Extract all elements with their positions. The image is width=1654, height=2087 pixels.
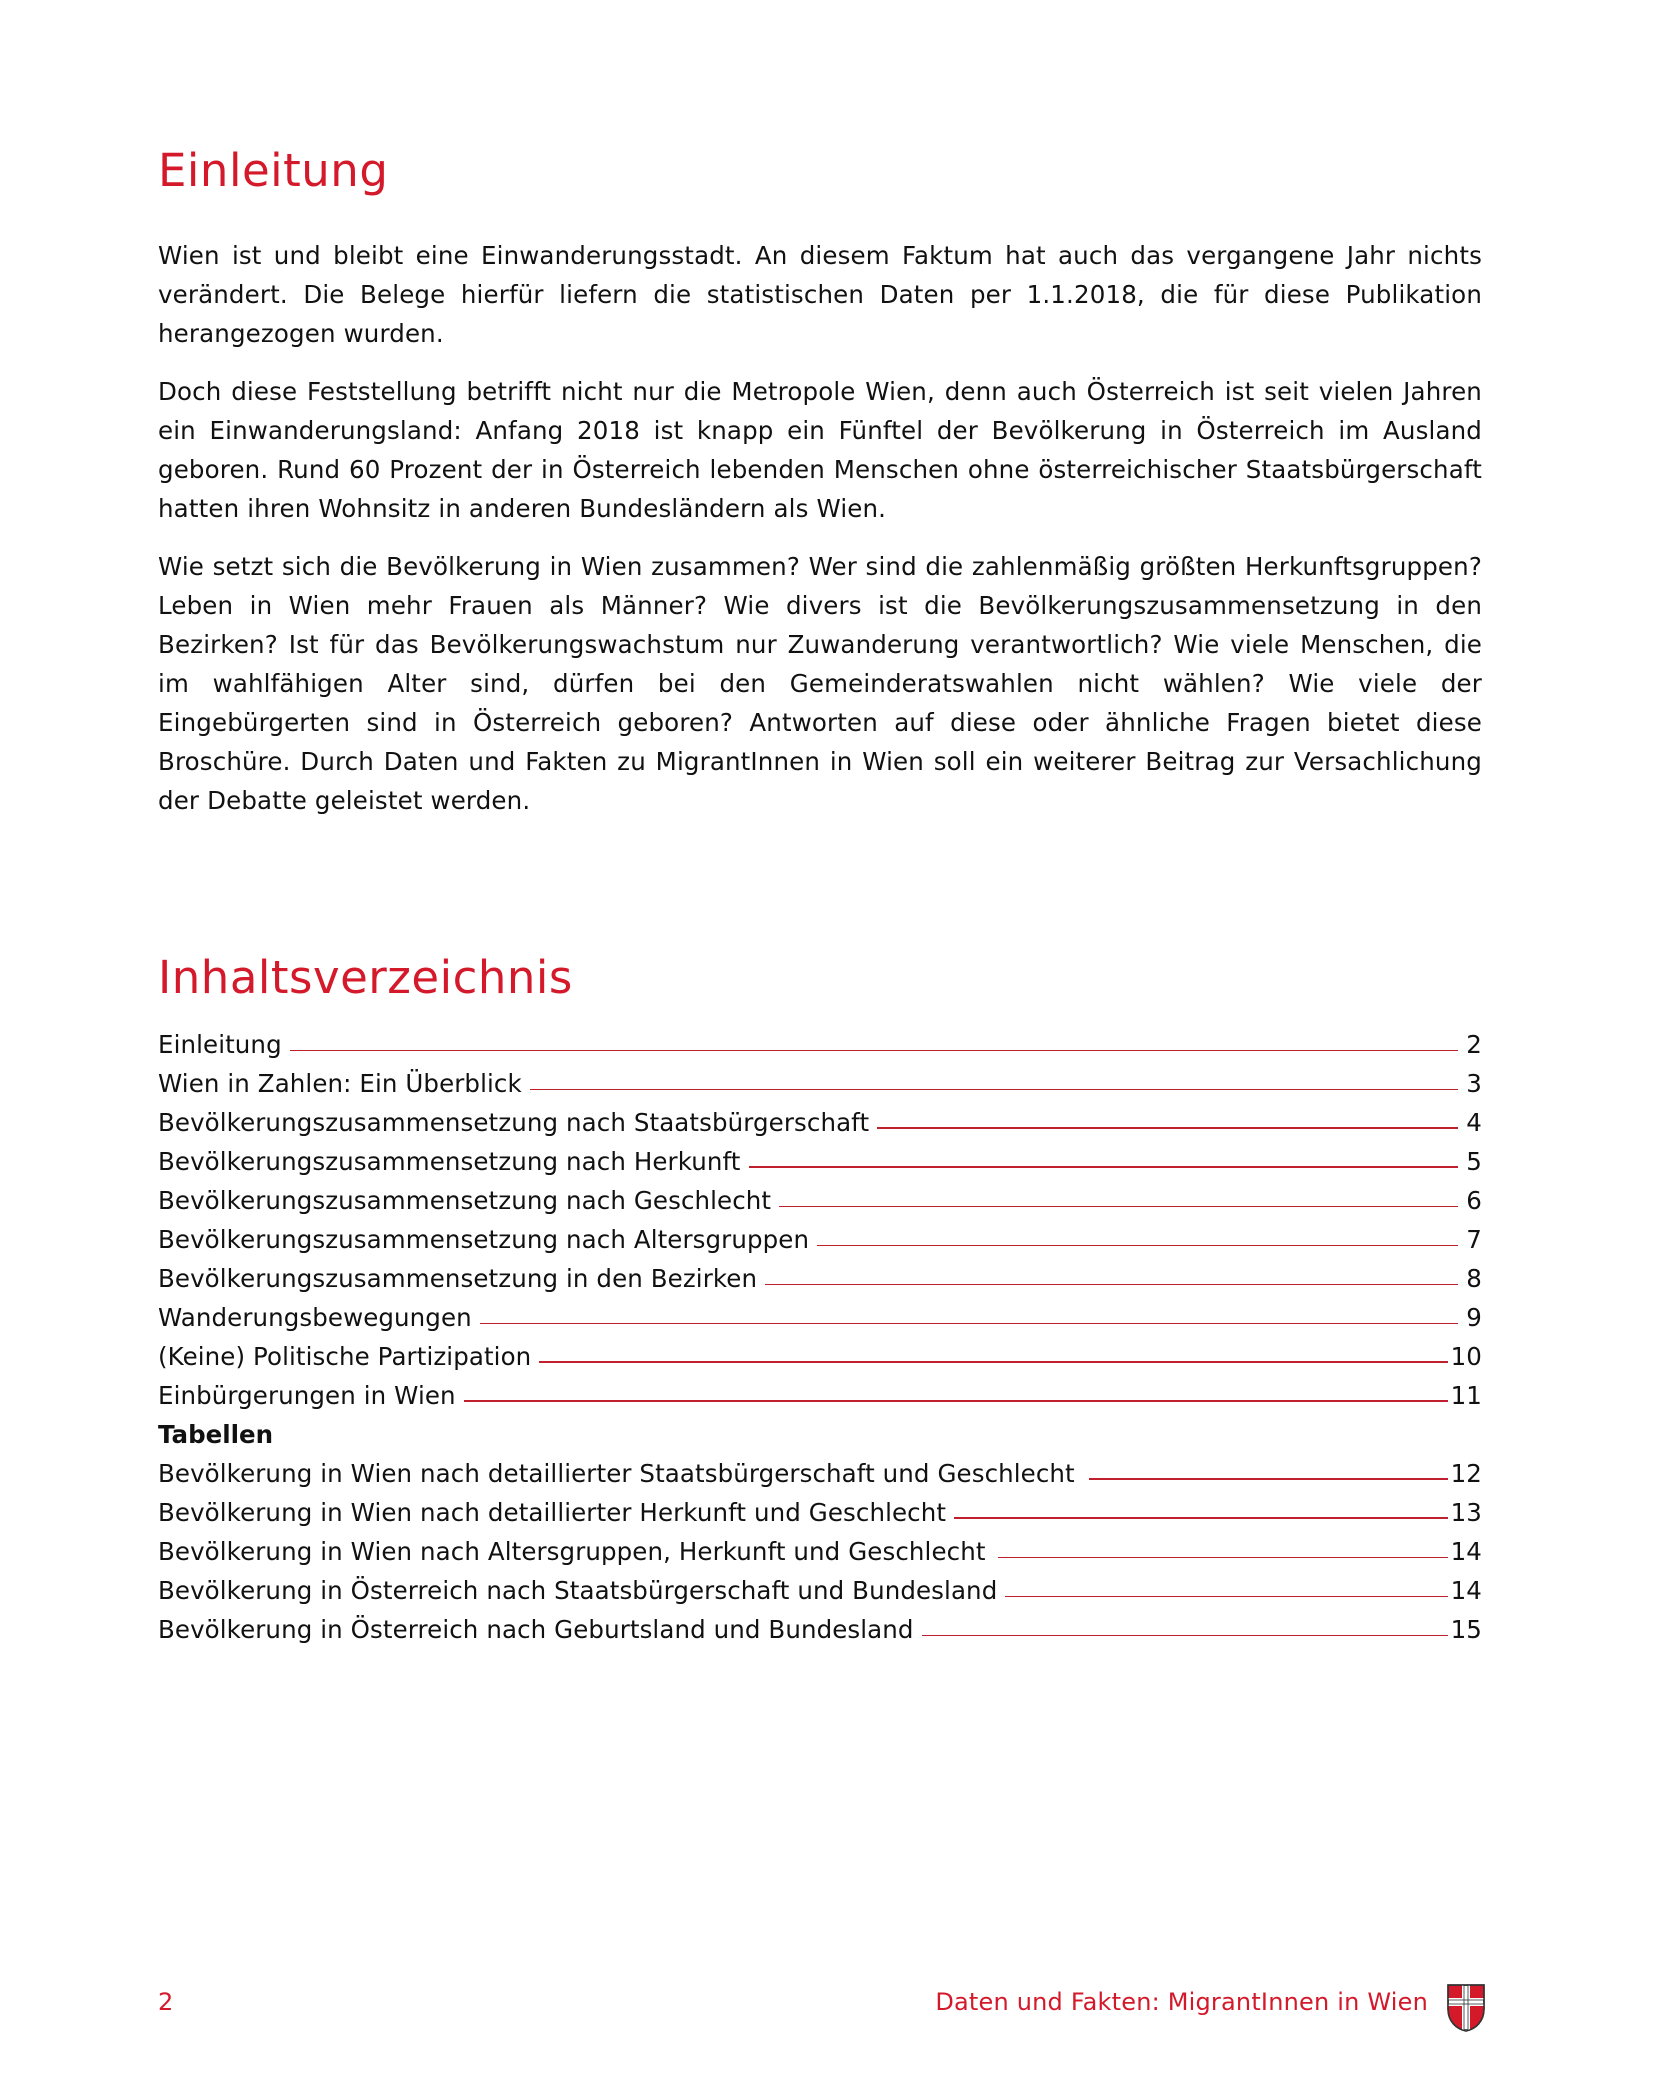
intro-paragraph: Wien ist und bleibt eine Einwanderungsstadt. An diesem Faktum hat auch das vergangene Jahr nichts verändert. Die Belege hierfür liefern die statistischen Daten per 1.1.2018, die für diese Publikation herangezogen wurden. — [158, 241, 1482, 348]
toc-entry-page: 7 — [1466, 1225, 1482, 1254]
footer-publication-title: Daten und Fakten: MigrantInnen in Wien — [935, 1988, 1428, 2016]
toc-entry-page: 12 — [1450, 1459, 1482, 1488]
intro-paragraph: Wie setzt sich die Bevölkerung in Wien zusammen? Wer sind die zahlenmäßig größten Herkunftsgruppen? Leben in Wien mehr Frauen als Männer? Wie divers ist die Bevölkerungszusammensetzung in den Bezirken? Ist für das Bevölkerungswachstum nur Zuwanderung verantwortlich? Wie viele Menschen, die im wahlfähigen Alter sind, dürfen bei den Gemeinderatswahlen nicht wählen? Wie viele der Eingebürgerten sind in Österreich geboren? Antworten auf diese oder ähnliche Fragen bietet diese Broschüre. Durch Daten und Fakten zu MigrantInnen in Wien soll ein weiterer Beitrag zur Versachlichung der Debatte geleistet werden. — [158, 552, 1482, 815]
toc-entry[interactable] — [158, 1220, 1482, 1259]
toc-entry-page: 6 — [1466, 1186, 1482, 1215]
toc-leader-line — [998, 1557, 1448, 1558]
intro-body — [158, 236, 1482, 839]
toc-leader-line — [922, 1635, 1448, 1636]
toc-entry-title: Einbürgerungen in Wien — [158, 1381, 456, 1410]
toc-entry-title: Bevölkerung in Wien nach Altersgruppen, Herkunft und Geschlecht — [158, 1537, 986, 1566]
toc-tables-heading: Tabellen — [158, 1420, 274, 1449]
toc-entry[interactable] — [158, 1298, 1482, 1337]
toc-entry-page: 2 — [1466, 1030, 1482, 1059]
toc-entry-title: (Keine) Politische Partizipation — [158, 1342, 532, 1371]
toc-entry[interactable] — [158, 1103, 1482, 1142]
toc-entry[interactable] — [158, 1259, 1482, 1298]
footer-page-number: 2 — [158, 1988, 174, 2016]
toc-entry-page: 14 — [1450, 1576, 1482, 1605]
intro-heading: Einleitung — [158, 144, 389, 197]
toc-leader-line — [480, 1323, 1458, 1324]
toc-leader-line — [530, 1089, 1458, 1090]
toc-table-entry[interactable] — [158, 1610, 1482, 1649]
toc-table-entry[interactable] — [158, 1493, 1482, 1532]
toc-entry-page: 3 — [1466, 1069, 1482, 1098]
toc-entry-title: Bevölkerungszusammensetzung nach Geschlecht — [158, 1186, 772, 1215]
toc-leader-line — [779, 1206, 1458, 1207]
toc-entry-page: 4 — [1466, 1108, 1482, 1137]
toc-entry[interactable] — [158, 1376, 1482, 1415]
toc-table-entry[interactable] — [158, 1454, 1482, 1493]
toc-entry-page: 9 — [1466, 1303, 1482, 1332]
toc-table-entry[interactable] — [158, 1571, 1482, 1610]
toc-entry-page: 14 — [1450, 1537, 1482, 1566]
toc-leader-line — [817, 1245, 1458, 1246]
toc-entry-title: Bevölkerungszusammensetzung nach Staatsbürgerschaft — [158, 1108, 870, 1137]
toc-leader-line — [877, 1127, 1458, 1129]
toc-entry-title: Wien in Zahlen: Ein Überblick — [158, 1069, 522, 1098]
toc-leader-line — [290, 1050, 1458, 1051]
toc-entry-title: Bevölkerung in Wien nach detaillierter Herkunft und Geschlecht — [158, 1498, 947, 1527]
toc-entry-title: Bevölkerungszusammensetzung nach Herkunft — [158, 1147, 741, 1176]
toc-entry[interactable] — [158, 1142, 1482, 1181]
toc-table-entry[interactable] — [158, 1532, 1482, 1571]
toc-entry-title: Einleitung — [158, 1030, 282, 1059]
intro-paragraph: Doch diese Feststellung betrifft nicht nur die Metropole Wien, denn auch Österreich ist seit vielen Jahren ein Einwanderungsland: Anfang 2018 ist knapp ein Fünftel der Bevölkerung in Österreich im Ausland geboren. Rund 60 Prozent der in Österreich lebenden Menschen ohne österreichischer Staatsbürgerschaft hatten ihren Wohnsitz in anderen Bundesländern als Wien. — [158, 377, 1482, 523]
toc-leader-line — [1089, 1478, 1448, 1480]
toc-leader-line — [464, 1400, 1448, 1402]
toc-entry-title: Wanderungsbewegungen — [158, 1303, 472, 1332]
toc-entry-page: 8 — [1466, 1264, 1482, 1293]
toc-leader-line — [954, 1517, 1448, 1519]
toc-entry-page: 5 — [1466, 1147, 1482, 1176]
toc-entry-page: 11 — [1450, 1381, 1482, 1410]
toc-leader-line — [765, 1284, 1458, 1285]
vienna-coat-of-arms-icon — [1446, 1983, 1486, 2033]
toc-entry[interactable] — [158, 1025, 1482, 1064]
toc-entry-title: Bevölkerung in Österreich nach Geburtsland und Bundesland — [158, 1615, 914, 1644]
toc-entry-page: 15 — [1450, 1615, 1482, 1644]
table-of-contents — [158, 1025, 1482, 1649]
toc-entry-page: 10 — [1450, 1342, 1482, 1371]
toc-leader-line — [749, 1166, 1459, 1168]
toc-entry-title: Bevölkerung in Österreich nach Staatsbürgerschaft und Bundesland — [158, 1576, 998, 1605]
toc-entry[interactable] — [158, 1181, 1482, 1220]
toc-entry-title: Bevölkerungszusammensetzung in den Bezirken — [158, 1264, 758, 1293]
toc-leader-line — [1005, 1596, 1448, 1597]
toc-entry-title: Bevölkerungszusammensetzung nach Altersgruppen — [158, 1225, 810, 1254]
toc-heading: Inhaltsverzeichnis — [158, 951, 573, 1004]
toc-entry[interactable] — [158, 1064, 1482, 1103]
toc-leader-line — [539, 1361, 1448, 1363]
toc-entry[interactable] — [158, 1337, 1482, 1376]
toc-entry-page: 13 — [1450, 1498, 1482, 1527]
toc-entry-title: Bevölkerung in Wien nach detaillierter Staatsbürgerschaft und Geschlecht — [158, 1459, 1075, 1488]
